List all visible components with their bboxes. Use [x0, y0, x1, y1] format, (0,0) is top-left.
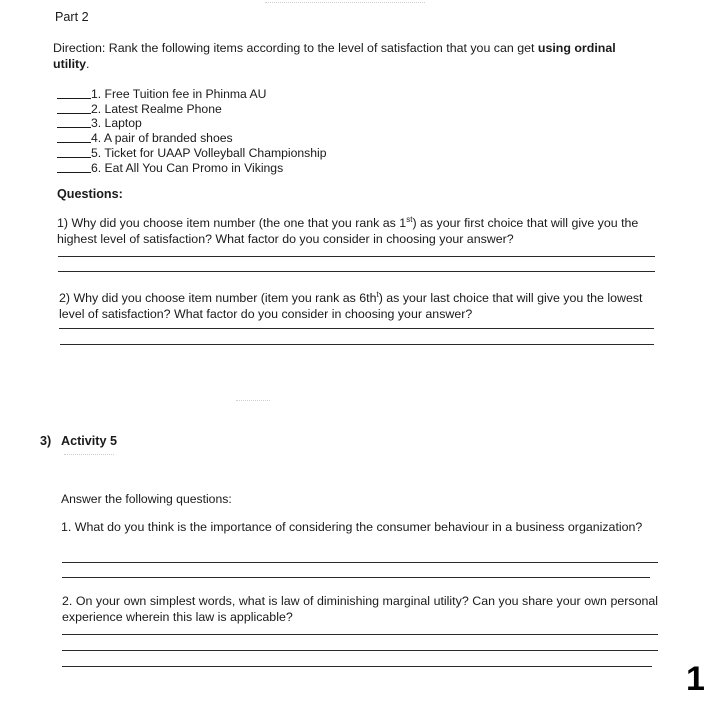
scan-artifact-top	[265, 2, 425, 3]
q1-text-a: 1) Why did you choose item number (the one that you rank as 1	[57, 216, 407, 231]
q2-sup: t	[376, 290, 379, 299]
activity-instructions: Answer the following questions:	[61, 492, 232, 506]
scan-artifact-mid	[236, 400, 270, 401]
activity-question-1: 1. What do you think is the importance of considering the consumer behaviour in a business organization?	[61, 520, 643, 534]
direction-prefix: Direction: Rank the following items according to the level of satisfaction that you can get	[53, 41, 538, 55]
page-number: 1	[686, 660, 705, 698]
scan-artifact-activity	[64, 454, 114, 455]
rank-blank-4[interactable]	[57, 142, 91, 143]
answer-line-q2-b[interactable]	[60, 344, 654, 345]
rank-item-3: 3. Laptop	[91, 116, 142, 130]
part2-question-1	[57, 212, 653, 247]
questions-heading: Questions:	[57, 187, 123, 201]
rank-item-2: 2. Latest Realme Phone	[91, 102, 222, 116]
rank-blank-1[interactable]	[57, 98, 91, 99]
part-heading: Part 2	[55, 10, 89, 24]
answer-line-a2-c[interactable]	[62, 666, 652, 667]
q2-text-b: ) as your last choice that will give you the lowest level of satisfaction? What factor do you consider in choosing your answer?	[59, 291, 643, 322]
activity-title: Activity 5	[61, 434, 117, 448]
direction-emphasis: using ordinal utility	[53, 41, 616, 71]
rank-blank-5[interactable]	[57, 157, 91, 158]
rank-item-6: 6. Eat All You Can Promo in Vikings	[91, 161, 284, 175]
answer-line-q1-b[interactable]	[58, 271, 655, 272]
q2-text-a: 2) Why did you choose item number (item you rank as 6th	[59, 291, 377, 306]
rank-blank-3[interactable]	[57, 127, 91, 128]
part2-question-2	[59, 287, 653, 322]
direction-text	[53, 40, 653, 72]
answer-line-a2-b[interactable]	[62, 650, 658, 651]
q1-text-b: ) as your first choice that will give you the highest level of satisfaction? What factor do you consider in choosing your answer?	[57, 216, 639, 247]
activity-question-2: 2. On your own simplest words, what is law of diminishing marginal utility? Can you share your own personal experience wherein this law is applicable?	[62, 594, 658, 624]
answer-line-q1-a[interactable]	[58, 256, 655, 257]
answer-line-q2-a[interactable]	[59, 328, 654, 329]
rank-blank-6[interactable]	[57, 172, 91, 173]
answer-line-a2-a[interactable]	[62, 634, 658, 635]
q1-sup: st	[406, 215, 413, 224]
answer-line-a1-b[interactable]	[62, 577, 650, 578]
rank-blank-2[interactable]	[57, 113, 91, 114]
rank-item-1: 1. Free Tuition fee in Phinma AU	[91, 87, 267, 101]
rank-item-4: 4. A pair of branded shoes	[91, 131, 233, 145]
answer-line-a1-a[interactable]	[62, 562, 658, 563]
activity-number: 3)	[40, 434, 52, 448]
direction-suffix: .	[86, 57, 90, 71]
rank-item-5: 5. Ticket for UAAP Volleyball Championship	[91, 146, 327, 160]
